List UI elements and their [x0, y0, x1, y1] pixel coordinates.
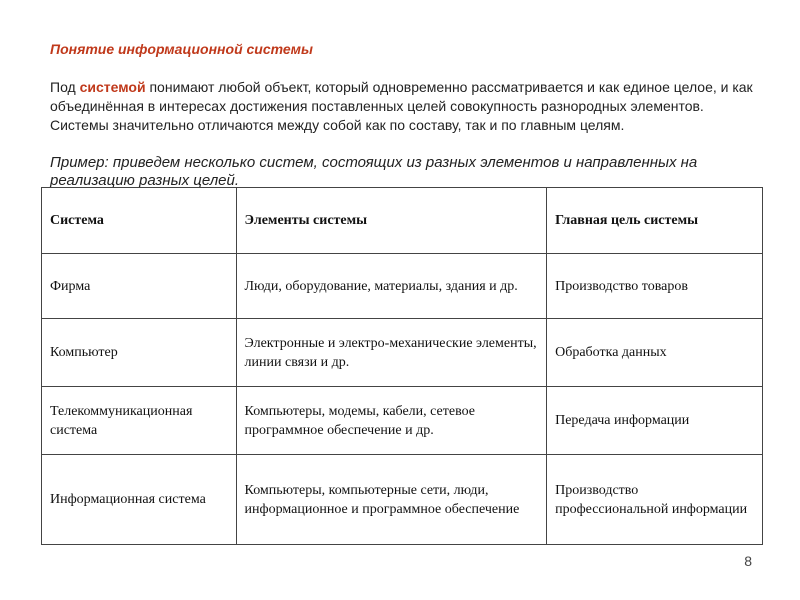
intro-prefix: Под	[50, 79, 80, 95]
cell-goal: Передача информации	[547, 387, 763, 455]
table-header-row	[42, 188, 763, 254]
cell-elements: Электронные и электро-механические элементы, линии связи и др.	[236, 319, 547, 387]
table-row	[42, 319, 763, 387]
cell-goal: Производство профессиональной информации	[547, 455, 763, 545]
table-row	[42, 254, 763, 319]
example-text: Пример: приведем несколько систем, состоящих из разных элементов и направленных на реализацию разных целей.	[50, 154, 698, 189]
table-row	[42, 387, 763, 455]
systems-table	[41, 187, 763, 545]
cell-system: Телекоммуникационная система	[42, 387, 237, 455]
intro-highlight-term: системой	[79, 79, 146, 95]
cell-elements: Люди, оборудование, материалы, здания и др.	[236, 254, 547, 319]
cell-system: Фирма	[42, 254, 237, 319]
intro-paragraph	[50, 78, 762, 135]
cell-system: Компьютер	[42, 319, 237, 387]
intro-rest: понимают любой объект, который одновременно рассматривается и как единое целое, и как объединённая в интересах достижения поставленных целей совокупность разнородных элементов. Системы значительно отличаются между собой как по составу, так и по главным целям.	[50, 79, 753, 133]
header-system: Система	[42, 188, 237, 254]
cell-system: Информационная система	[42, 455, 237, 545]
header-elements: Элементы системы	[236, 188, 547, 254]
slide-title: Понятие информационной системы	[50, 41, 313, 57]
header-goal: Главная цель системы	[547, 188, 763, 254]
page-number: 8	[744, 553, 752, 569]
cell-elements: Компьютеры, модемы, кабели, сетевое программное обеспечение и др.	[236, 387, 547, 455]
cell-goal: Обработка данных	[547, 319, 763, 387]
cell-elements: Компьютеры, компьютерные сети, люди, информационное и программное обеспечение	[236, 455, 547, 545]
cell-goal: Производство товаров	[547, 254, 763, 319]
table-row	[42, 455, 763, 545]
